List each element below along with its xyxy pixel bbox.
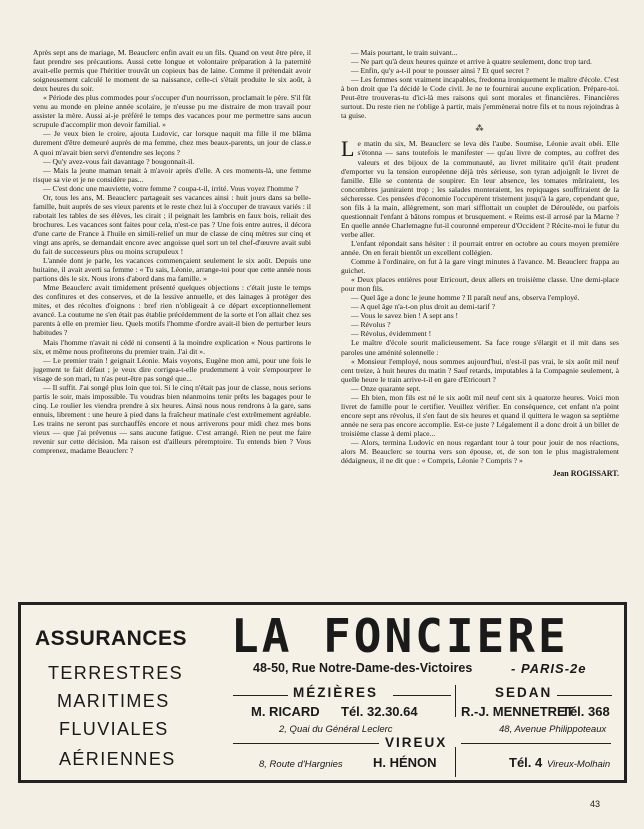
ad-rule (393, 695, 451, 696)
paragraph: Mais l'homme n'avait ni cédé ni consenti à la moindre explication « Nous partirons le six, et même nous profiterons du premier train. J'ai dit ». (33, 337, 311, 356)
ad-rule (461, 743, 611, 744)
ad-kind-terrestres: TERRESTRES (48, 663, 184, 683)
paragraph: Comme à l'ordinaire, on fut à la gare vingt minutes à l'avance. M. Beauclerc frappa au guichet. (341, 257, 619, 276)
paragraph: — Enfin, qu'y a-t-il pour te pousser ainsi ? Et quel secret ? (351, 66, 529, 76)
paragraph: Le maître d'école sourit malicieusement. Sa face rouge s'élargit et il mit dans ses paroles une aménité solennelle : (341, 338, 619, 357)
ad-street-mezieres: 2, Quai du Général Leclerc (279, 724, 393, 735)
ad-tel-mezieres: Tél. 32.30.64 (341, 704, 418, 719)
paragraph: L'année dont je parle, les vacances commençaient seulement le six août. Depuis une huitaine, il avait averti sa femme : « Tu sais, Léonie, arrange-toi pour que cette année nous partions dès le six. Nous irons d'abord dans ma famille. » (33, 256, 311, 284)
ad-rule (557, 695, 612, 696)
paragraph: — A quel âge n'a-t-on plus droit au demi-tarif ? (351, 302, 496, 312)
page-number: 43 (590, 799, 601, 809)
left-text-column (33, 48, 311, 574)
paragraph: « Deux places entières pour Etricourt, deux allers en troisième classe. Une demi-place pour mon fils. (341, 275, 619, 294)
paragraph: — Il suffit. J'ai songé plus loin que toi. Si le cinq n'était pas jour de classe, nous serions partis le soir, mais impossible. Tu voudras bien néanmoins tenir prêts les bagages pour le cinq. Le roulier les viendra prendre à six heures. Ainsi nous nous rendrons à la gare, sans ennuis, librement : une heure à pied dans la fraîcheur matinale c'est extrêmement agréable. Les trains ne seront pas surchauffés encore et nous arriverons pour midi chez mes bons vieux — que j'ai prévenus — sans aucune fatigue. C'est arrangé. Rien ne peut me faire revenir sur cette décision. Ma raison est d'ailleurs péremptoire. Tu entends bien ? Vous comprenez, madame Beauclerc ? (33, 382, 311, 456)
paragraph: « Monsieur l'employé, nous sommes aujourd'hui, n'est-il pas vrai, le six août mil neuf cent treize, à huit heures du matin ? Sauf retards, imputables à la Compagnie seulement, à quelle heure le train arrive-t-il en gare d'Etricourt ? (341, 356, 619, 384)
ad-rule (233, 695, 288, 696)
ad-tel-sedan: Tél. 368 (562, 704, 610, 719)
ad-paris: - PARIS-2e (511, 661, 587, 676)
ad-divider (455, 685, 456, 717)
section-separator: ⁂ (475, 124, 485, 134)
ad-street-vireux: 8, Route d'Hargnies (259, 759, 343, 770)
ad-divider (455, 747, 456, 777)
paragraph: — C'est donc une mauviette, votre femme ? coupa-t-il, irrité. Vous voyez l'homme ? (43, 183, 299, 193)
ad-kind-maritimes: MARITIMES (57, 691, 170, 711)
ad-street-sedan: 48, Avenue Philippoteaux (499, 724, 607, 735)
paragraph-with-dropcap (341, 136, 619, 239)
ad-agent-ricard: M. RICARD (251, 704, 320, 719)
paragraph: — Mais pourtant, le train suivant... (351, 48, 458, 57)
paragraph: — Qu'y avez-vous fait davantage ? bougonnait-il. (43, 156, 195, 166)
ad-tel-place-vireux: Vireux-Molhain (547, 759, 611, 770)
ad-agent-mennetret: R.-J. MENNETRET (461, 704, 574, 719)
ad-kind-fluviales: FLUVIALES (59, 719, 169, 739)
paragraph: — Vous le savez bien ! A sept ans ! (351, 311, 459, 321)
paragraph: — Quel âge a donc le jeune homme ? Il paraît neuf ans, observa l'employé. (351, 293, 580, 303)
paragraph: — Ne part qu'à deux heures quinze et arrive à quatre seulement, donc trop tard. (351, 57, 592, 67)
paragraph: Or, tous les ans, M. Beauclerc partageait ses vacances ainsi : huit jours dans sa belle-famille, huit auprès de ses vieux parents et le reste chez lui à s'occuper de travaux variés : il rabotait les tables de ses élèves, les cirait ; il peignait les lambris en faux bois, reliait des brochures. Les vacances sont faites pour cela, n'est-ce pas ? Une fois entre autres, il décora d'une carte de France à l'huile en simili-relief un mur de classe de cinq mètres sur cinq et vingt ans après, se demandait encore avec angoisse quel sort un tel chef-d'œuvre avait subi du fait de successeurs plus ou moins scrupuleux ! (33, 192, 311, 257)
paragraph: — Je veux bien le croire, ajouta Ludovic, car lorsque naquit ma fille il me blâma durement d'être demeuré auprès de ma femme, chez mes beaux-parents, un jour de class.e A quoi m'avait bien servi d'entendre ses leçons ? (33, 129, 311, 157)
ad-city-sedan: SEDAN (495, 685, 553, 700)
paragraph: « Période des plus commodes pour s'occuper d'un nourrisson, proclamait le père. S'il fût venu au monde en pleine année scolaire, je n'eusse pu me distraire de mon travail pour assister la mère. Aussi ai-je préféré le temps des vacances pour me permettre sans aucun scrupule d'accomplir mon devoir familial. » (33, 93, 311, 130)
paragraph: Après sept ans de mariage, M. Beauclerc enfin avait eu un fils. Quand on veut être père, il faut prendre ses précautions. Aussi cette longue et volontaire préparation à la paternité avait-elle permis que l'héritier trouvât un copieux bas de laine. Comme il prétendait avoir soigneusement calculé le moment de sa naissance, celle-ci s'était produite le six août, à deux heures du soir. (33, 48, 311, 94)
paragraph: — Eh bien, mon fils est né le six août mil neuf cent six à quatorze heures. Voici mon livret de famille pour le certifier. Veuillez vérifier. En conséquence, cet enfant n'a point encore sept ans révolus, il s'en faut de six heures et quand il quittera le wagon sa septième année ne sera pas encore accomplie. Est-ce juste ? Légalement il a donc droit à un billet de troisième classe à demi place... (341, 392, 619, 438)
paragraph: — Alors, termina Ludovic en nous regardant tour à tour pour jouir de nos réactions, alors M. Beauclerc se tourna vers son épouse, et, de son ton le plus magistralement dédaigneux, il ne dit que : « Compris, Léonie ? Compris ? » (341, 437, 619, 466)
author-signature: Jean ROGISSART. (552, 469, 619, 479)
paragraph: L'enfant répondait sans hésiter : il pourrait entrer en octobre au cours moyen première année. On en ferait bientôt un excellent collégien. (341, 238, 619, 257)
paragraph: Mme Beauclerc avait timidement présenté quelques objections : c'était juste le temps des confitures et des conserves, et de la lessive annuelle, et des lainages à protéger des mites, et des récoltes d'oignons : bref rien n'obligeait à ce départ exceptionnellement avancé. La coutume ne s'en était pas établie précédemment de la sorte et l'on allait chez ses parents à elle en premier lieu. Quels motifs l'homme d'ordre avait-il bien de perturber leurs habitudes ? (33, 283, 311, 338)
ad-tel-vireux: Tél. 4 (509, 755, 543, 770)
paragraph: — Le premier train ! geignait Léonie. Mais voyons, Eugène mon ami, pour une fois le jugement te fait défaut ; je veux dire corrigea-t-elle prudemment à voir s'empourprer le visage de son mari, tu n'as peut-être pas songé que... (33, 355, 311, 383)
ad-brand-name: LA FONCIERE (231, 609, 569, 663)
paragraph: — Mais la jeune maman tenait à m'avoir après d'elle. A ces moments-là, une femme risque sa vie et je ne considère pas... (33, 165, 311, 184)
ad-head-office-address: 48-50, Rue Notre-Dame-des-Victoires (253, 661, 473, 675)
ad-assurances-heading: ASSURANCES (35, 627, 188, 650)
paragraph: — Onze quarante sept. (351, 383, 421, 393)
paragraph: — Révolus ? (351, 320, 391, 330)
insurance-advertisement (18, 602, 627, 783)
dropcap-letter: L (341, 136, 355, 162)
ad-city-vireux: VIREUX (385, 735, 448, 750)
paragraph: — Révolus, évidemment ! (351, 329, 432, 339)
ad-kind-aeriennes: AÉRIENNES (59, 749, 176, 769)
ad-agent-henon: H. HÉNON (373, 755, 437, 770)
ad-city-mezieres: MÉZIÈRES (293, 685, 379, 700)
ad-rule (233, 743, 379, 744)
right-text-column (341, 48, 619, 593)
paragraph-text: e matin du six, M. Beauclerc se leva dès l'aube. Soumise, Léonie avait obéi. Elle s'étonna — sans toutefois le manifester — qu'au livre de comptes, au coffret des valeurs et des bijoux de la communauté, au livret militaire qu'il était prudent d'emporter vu la tension européenne déjà très sérieuse, son tyran adjoignît le livret de famille. Elle se contenta de soupirer. En leur absence, les tomates mûriraient, les concombres jauniraient trop ; les salades monteraient, les repiquages souffriraient de la sécheresse. Ces pensées d'économie l'occupèrent tristement jusqu'à la gare, cependant que, son fils à la main, allègrement, son mari sifflottait un couplet de Déroulède, ou parfois questionnait l'enfant à bâtons rompus et brusquement. « Reims est-il arrosé par la Marne ? En quelle année Charlemagne fut-il couronné empereur d'Occident ? Récite-moi le futur du verbe aller. (341, 139, 619, 239)
paragraph: — Les femmes sont vraiment incapables, fredonna ironiquement le maître d'école. C'est à bon droit que l'a décidé le Code civil. Je ne te fournirai aucune explication. Prépare-toi. Peut-être trouveras-tu d'ici-là mes raisons qui sont morales et financières. Financières surtout. Du reste rien ne t'oblige à partir, mais j'emmènerai notre fils et tu nous rejoindras à ta guise. (341, 75, 619, 121)
